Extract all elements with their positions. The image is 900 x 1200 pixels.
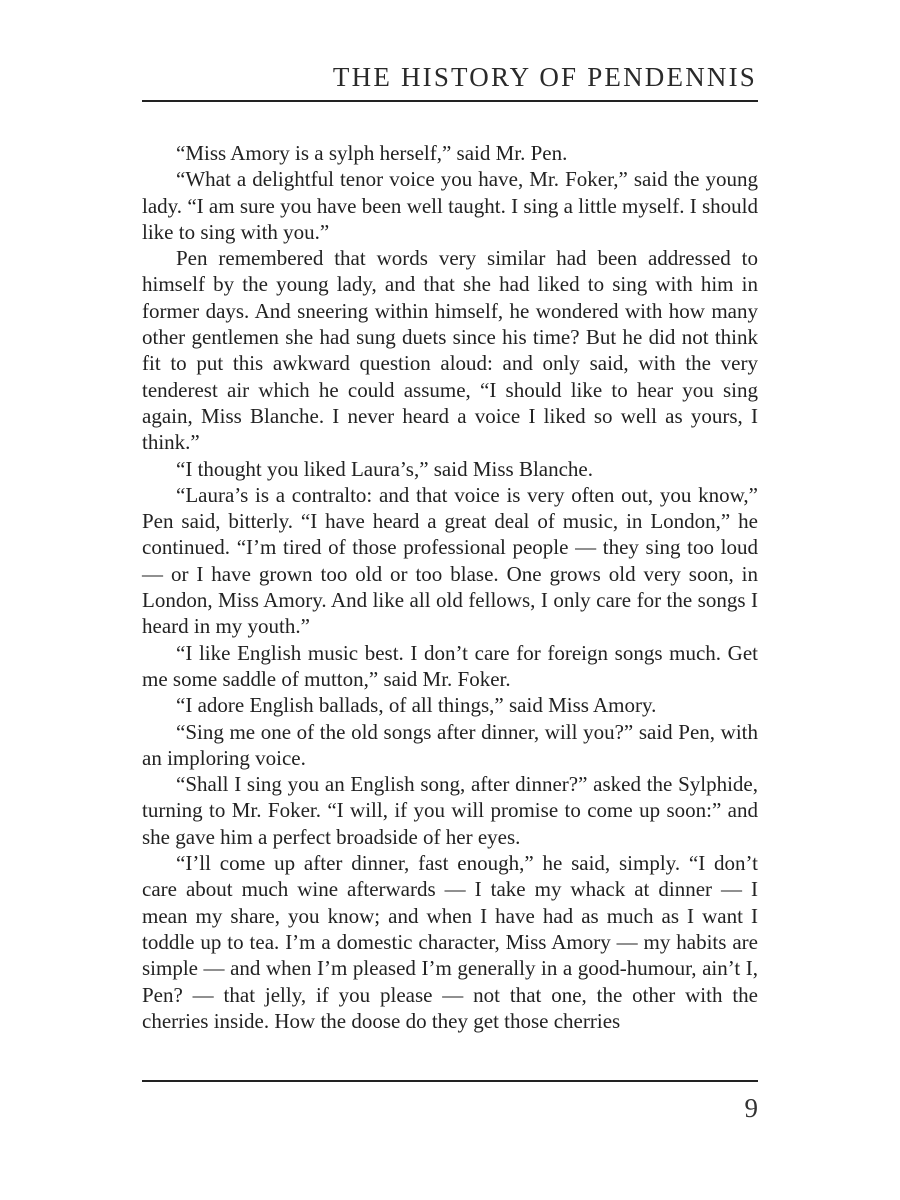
paragraph: “Miss Amory is a sylph herself,” said Mr. Pen. (176, 141, 568, 165)
running-head-title: THE HISTORY OF PENDENNIS (332, 62, 757, 92)
paragraph: “What a delightful tenor voice you have, Mr. Foker,” said the young lady. “I am sure you have been well taught. I sing a little myself. I should like to sing with you.” (142, 167, 758, 244)
paragraph: “I like English music best. I don’t care for foreign songs much. Get me some saddle of mutton,” said Mr. Foker. (142, 640, 758, 691)
header-rule (142, 100, 758, 102)
paragraph: “I thought you liked Laura’s,” said Miss Blanche. (176, 456, 593, 481)
paragraph: “Sing me one of the old songs after dinner, will you?” said Pen, with an imploring voice. (142, 719, 758, 770)
paragraph: “Shall I sing you an English song, after dinner?” asked the Sylphide, turning to Mr. Foker. “I will, if you will promise to come up soon:” and she gave him a perfect broadside of her eyes. (142, 772, 758, 849)
page-number: 9 (744, 1093, 758, 1123)
paragraph: “Laura’s is a contralto: and that voice is very often out, you know,” Pen said, bitterly. “I have heard a great deal of music, in London,” he continued. “I’m tired of those professional people — they sing too loud — or I have grown too old or too blase. One grows old very soon, in London, Miss Amory. And like all old fellows, I only care for the songs I heard in my youth.” (142, 482, 758, 639)
paragraph: “I’ll come up after dinner, fast enough,” he said, simply. “I don’t care about much wine afterwards — I take my whack at dinner — I mean my share, you know; and when I have had as much as I want I toddle up to tea. I’m a domestic character, Miss Amory — my habits are simple — and when I’m pleased I’m generally in a good-humour, ain’t I, Pen? — that jelly, if you please — not that one, the other with the cherries inside. How the doose do they get those cherries (142, 851, 758, 1033)
footer-rule (142, 1080, 758, 1082)
body-text (142, 140, 758, 1034)
paragraph: “I adore English ballads, of all things,” said Miss Amory. (176, 693, 657, 718)
paragraph: Pen remembered that words very similar had been addressed to himself by the young lady, and that she had liked to sing with him in former days. And sneering within himself, he wondered with how many other gentlemen she had sung duets since his time? But he did not think fit to put this awkward question aloud: and only said, with the very tenderest air which he could assume, “I should like to hear you sing again, Miss Blanche. I never heard a voice I liked so well as yours, I think.” (142, 246, 758, 455)
